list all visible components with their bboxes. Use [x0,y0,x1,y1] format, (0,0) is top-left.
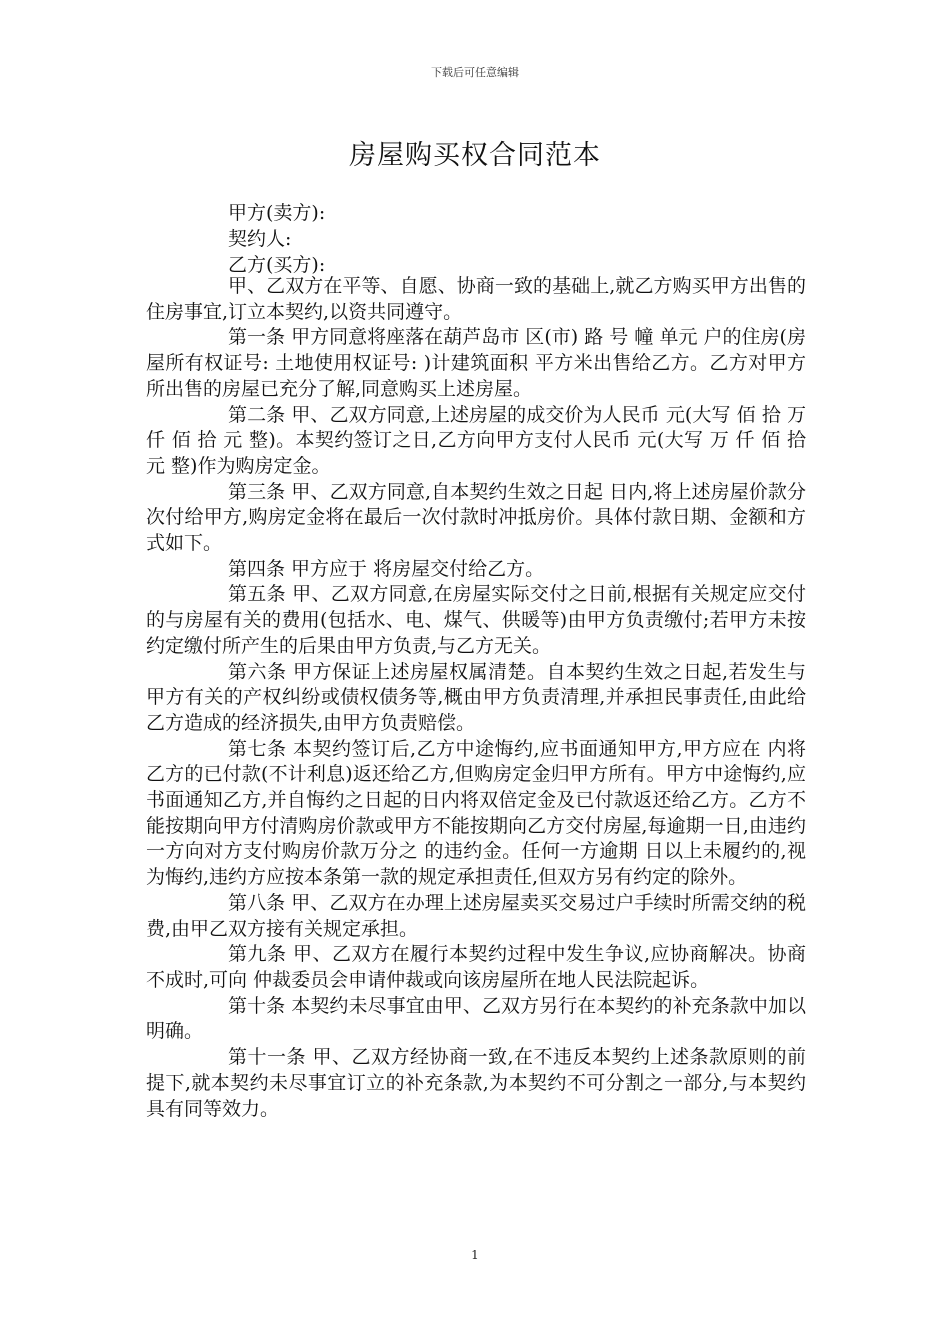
article-7-paragraph: 第七条 本契约签订后,乙方中途悔约,应书面通知甲方,甲方应在 内将乙方的已付款(不计利息)返还给乙方,但购房定金归甲方所有。甲方中途悔约,应书面通知乙方,并自悔约之日起的日内将双倍定金及已付款返还给乙方。乙方不能按期向甲方付清购房价款或甲方不能按期向乙方交付房屋,每逾期一日,由违约一方向对方支付购房价款万分之 的违约金。任何一方逾期 日以上未履约的,视为悔约,违约方应按本条第一款的规定承担责任,但双方另有约定的除外。 [146,737,806,889]
article-5-paragraph: 第五条 甲、乙双方同意,在房屋实际交付之日前,根据有关规定应交付的与房屋有关的费用(包括水、电、煤气、供暖等)由甲方负责缴付;若甲方未按约定缴付所产生的后果由甲方负责,与乙方无关。 [146,583,806,657]
party-block [228,200,325,278]
article-9-paragraph: 第九条 甲、乙双方在履行本契约过程中发生争议,应协商解决。协商不成时,可向 仲裁委员会申请仲裁或向该房屋所在地人民法院起诉。 [146,943,806,991]
article-1-paragraph: 第一条 甲方同意将座落在葫芦岛市 区(市) 路 号 幢 单元 户的住房(房屋所有权证号: 土地使用权证号: )计建筑面积 平方米出售给乙方。乙方对甲方所出售的房屋已充分了解,同意购买上述房屋。 [146,326,806,400]
article-3-paragraph: 第三条 甲、乙双方同意,自本契约生效之日起 日内,将上述房屋价款分 次付给甲方,购房定金将在最后一次付款时冲抵房价。具体付款日期、金额和方式如下。 [146,480,806,555]
article-4-paragraph: 第四条 甲方应于 将房屋交付给乙方。 [228,557,545,580]
article-8-paragraph: 第八条 甲、乙双方在办理上述房屋卖买交易过户手续时所需交纳的税费,由甲乙双方接有关规定承担。 [146,891,806,940]
contract-body [146,274,806,1122]
article-6-paragraph: 第六条 甲方保证上述房屋权属清楚。自本契约生效之日起,若发生与甲方有关的产权纠纷或债权债务等,概由甲方负责清理,并承担民事责任,由此给乙方造成的经济损失,由甲方负责赔偿。 [146,660,806,734]
article-2-paragraph: 第二条 甲、乙双方同意,上述房屋的成交价为人民币 元(大写 佰 拾 万 仟 佰 拾 元 整)。本契约签订之日,乙方向甲方支付人民币 元(大写 万 仟 佰 拾 元 整)作为购房定金。 [146,403,806,477]
page-header-note: 下载后可任意编辑 [431,66,519,79]
contract-person-line: 契约人: [228,228,292,250]
page-number: 1 [471,1248,479,1262]
preamble-paragraph: 甲、乙双方在平等、自愿、协商一致的基础上,就乙方购买甲方出售的住房事宜,订立本契约,以资共同遵守。 [146,275,806,323]
document-title: 房屋购买权合同范本 [349,140,601,171]
article-10-paragraph: 第十条 本契约未尽事宜由甲、乙双方另行在本契约的补充条款中加以明确。 [146,994,806,1043]
seller-party-line: 甲方(卖方): [228,202,326,224]
article-11-paragraph: 第十一条 甲、乙双方经协商一致,在不违反本契约上述条款原则的前提下,就本契约未尽事宜订立的补充条款,为本契约不可分割之一部分,与本契约具有同等效力。 [146,1046,806,1120]
buyer-party-line: 乙方(买方): [228,254,326,276]
